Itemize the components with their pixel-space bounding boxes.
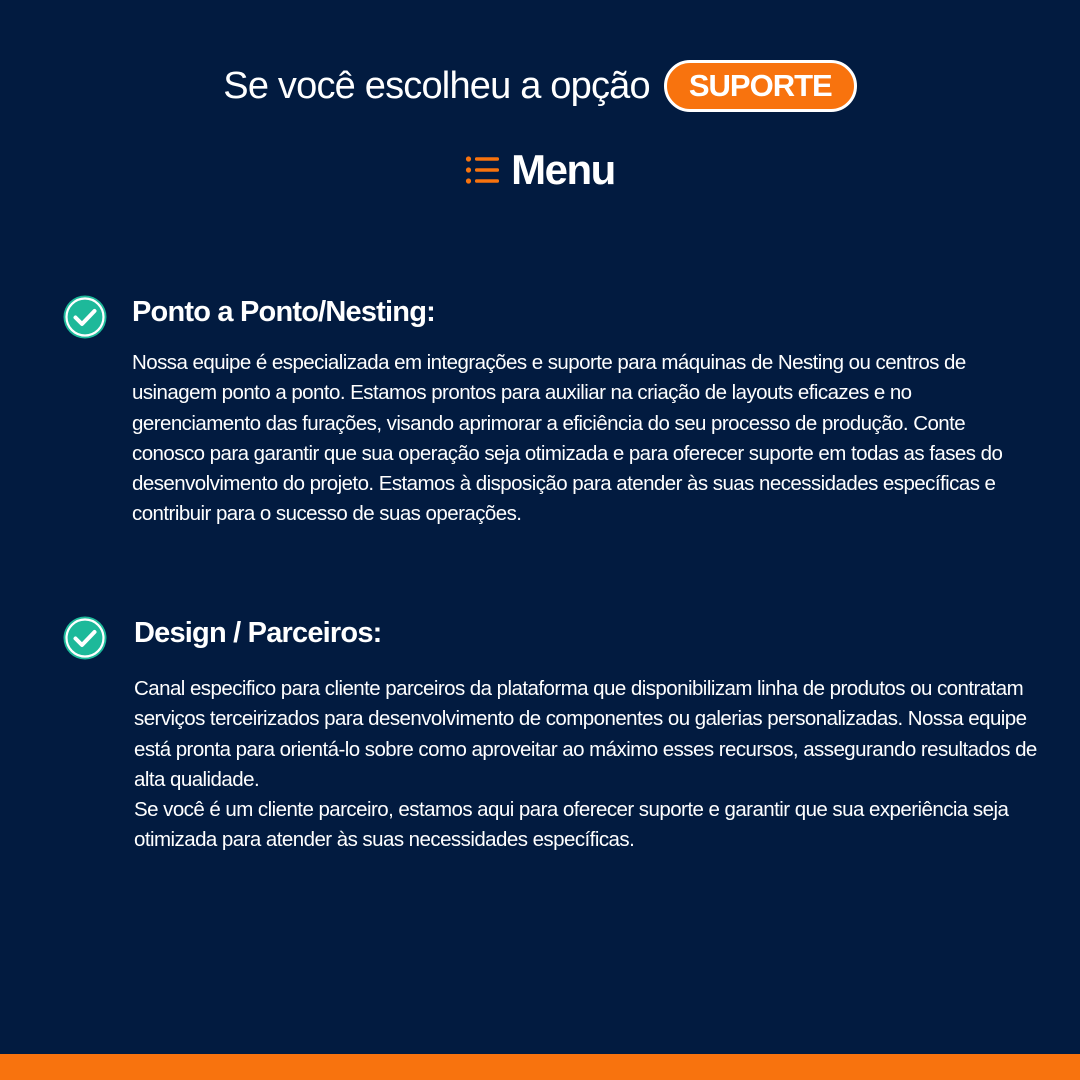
- section-paragraph: Nossa equipe é especializada em integrações e suporte para máquinas de Nesting ou centros de usinagem ponto a ponto. Estamos prontos para auxiliar na criação de layouts eficazes e no gerenciamento das furações, visando aprimorar a eficiência do seu processo de produção. Conte conosco para garantir que sua operação seja otimizada e para oferecer suporte em todas as fases do desenvolvimento do projeto. Estamos à disposição para atender às suas necessidades específicas e contribuir para o sucesso de suas operações.: [132, 351, 1003, 526]
- section-paragraph: Se você é um cliente parceiro, estamos aqui para oferecer suporte e garantir que sua experiência seja otimizada para atender às suas necessidades específicas.: [134, 798, 1009, 852]
- list-icon: [465, 155, 499, 185]
- section-description: [134, 674, 1039, 856]
- check-circle-icon: [62, 615, 108, 661]
- suporte-option-button[interactable]: SUPORTE: [664, 60, 857, 112]
- section-paragraph: Canal especifico para cliente parceiros da plataforma que disponibilizam linha de produtos ou contratam serviços terceirizados para desenvolvimento de componentes ou galerias personalizadas. Nossa equipe está pronta para orientá-lo sobre como aproveitar ao máximo esses recursos, assegurando resultados de alta qualidade.: [134, 677, 1037, 791]
- header: [0, 60, 1080, 112]
- section-description: [132, 348, 1037, 530]
- menu-heading: [0, 146, 1080, 194]
- header-text: Se você escolheu a opção: [223, 64, 650, 107]
- menu-title: Menu: [511, 146, 615, 193]
- check-circle-icon: [62, 294, 108, 340]
- footer-accent-bar: [0, 1054, 1080, 1080]
- section-title: Design / Parceiros:: [134, 617, 382, 649]
- section-title: Ponto a Ponto/Nesting:: [132, 296, 435, 328]
